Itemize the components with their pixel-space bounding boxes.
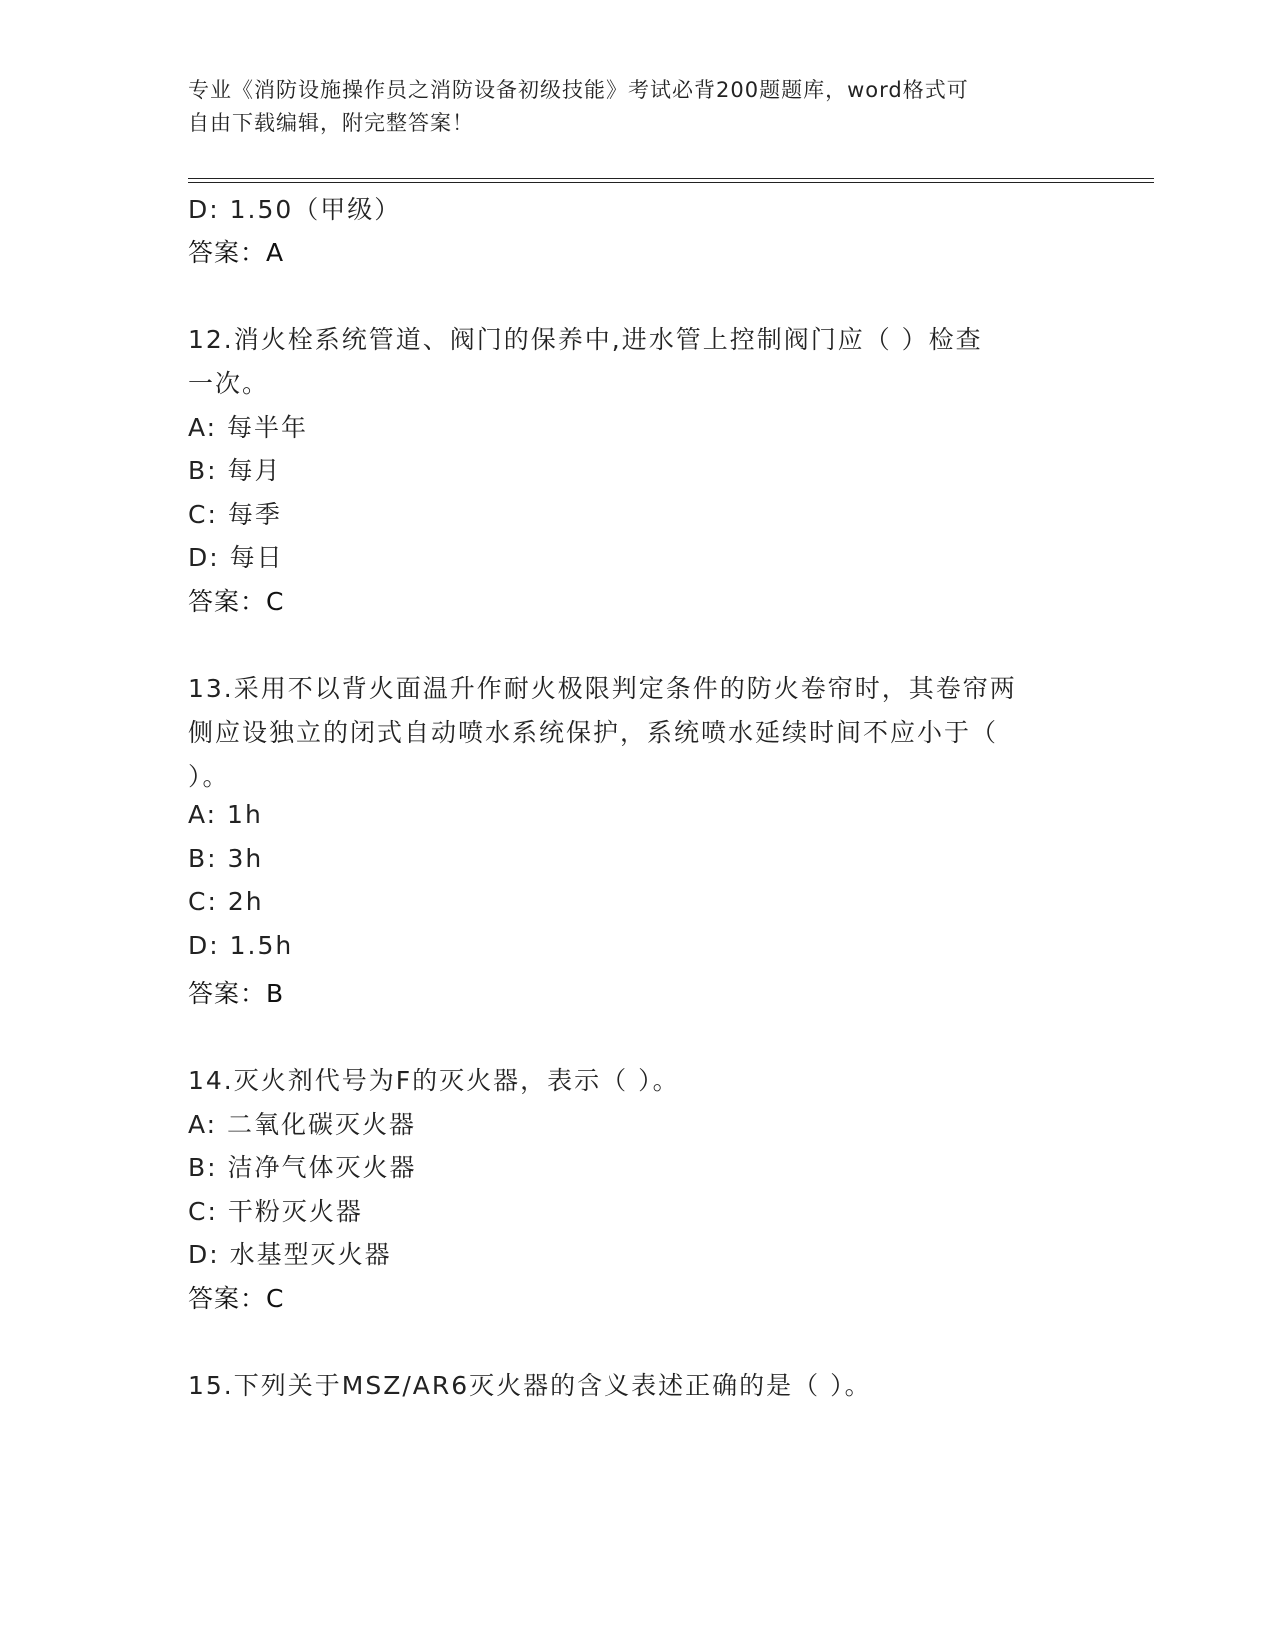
document-header <box>188 74 1068 140</box>
question-12-option-c: C: 每季 <box>188 500 282 529</box>
question-12-option-d: D: 每日 <box>188 543 284 572</box>
question-14-stem-line-1: 14.灭火剂代号为F的灭火器，表示（ ）。 <box>188 1066 680 1095</box>
question-13-stem-line-3: ）。 <box>188 762 230 791</box>
header-line-2: 自由下载编辑，附完整答案！ <box>188 111 474 135</box>
question-13-option-a: A: 1h <box>188 800 263 829</box>
question-13-answer: 答案：B <box>188 979 285 1008</box>
header-divider-top <box>188 178 1154 179</box>
question-12-option-a: A: 每半年 <box>188 413 309 442</box>
question-15-stem-line-1: 15.下列关于MSZ/AR6灭火器的含义表述正确的是（ ）。 <box>188 1371 872 1400</box>
question-14-option-a: A: 二氧化碳灭火器 <box>188 1110 417 1139</box>
question-13-option-c: C: 2h <box>188 887 264 916</box>
question-14-answer: 答案：C <box>188 1284 285 1313</box>
question-13-stem-line-1: 13.采用不以背火面温升作耐火极限判定条件的防火卷帘时，其卷帘两 <box>188 674 1017 703</box>
question-14-option-d: D: 水基型灭火器 <box>188 1240 392 1269</box>
header-line-1: 专业《消防设施操作员之消防设备初级技能》考试必背200题题库，word格式可 <box>188 78 969 102</box>
question-13-stem-line-2: 侧应设独立的闭式自动喷水系统保护，系统喷水延续时间不应小于（ <box>188 718 999 747</box>
question-14-option-b: B: 洁净气体灭火器 <box>188 1153 417 1182</box>
question-12-stem-line-2: 一次。 <box>188 369 270 398</box>
header-divider-bottom <box>188 182 1154 183</box>
option-d: D: 1.50（甲级） <box>188 195 402 224</box>
question-12-option-b: B: 每月 <box>188 456 282 485</box>
answer-label: 答案：A <box>188 238 285 267</box>
question-12-stem-line-1: 12.消火栓系统管道、阀门的保养中,进水管上控制阀门应（ ）检查 <box>188 325 983 354</box>
question-12-answer: 答案：C <box>188 587 285 616</box>
question-13-option-b: B: 3h <box>188 844 264 873</box>
question-14-option-c: C: 干粉灭火器 <box>188 1197 363 1226</box>
question-13-option-d: D: 1.5h <box>188 931 294 960</box>
